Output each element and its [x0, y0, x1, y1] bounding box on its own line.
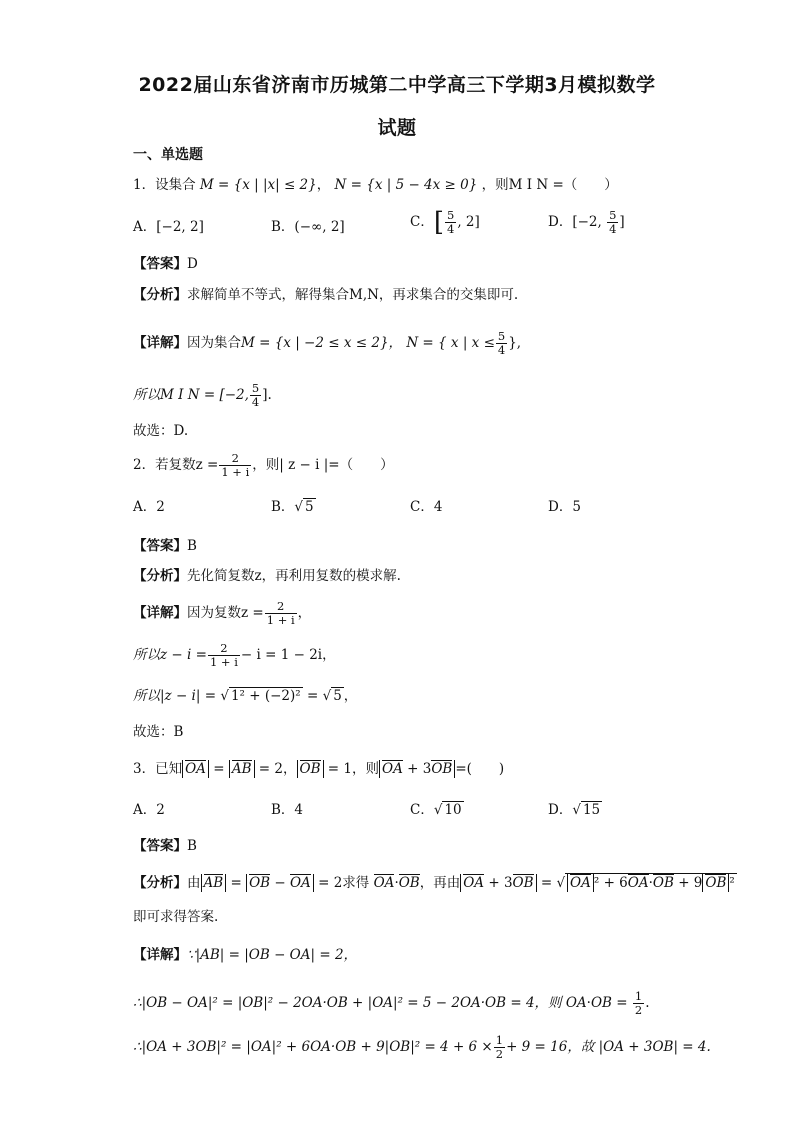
- q3-an-vec-ob: OB: [249, 875, 271, 891]
- q1-analysis: [133, 285, 518, 305]
- q1-option-c-label: C．: [410, 214, 434, 230]
- document-title-line1: 2022届山东省济南市历城第二中学高三下学期3月模拟数学: [138, 74, 656, 96]
- q3-option-d: D．√ 15: [548, 802, 601, 818]
- q1-so-num: 5: [251, 381, 260, 395]
- q1-option-d-fraction: [607, 209, 618, 236]
- q2-stem-den: 1 + i: [221, 465, 250, 479]
- q1-option-d-den: 4: [609, 222, 617, 236]
- q2-so1-fraction: [208, 642, 240, 669]
- q3-an-vec-ob2: OB: [398, 875, 420, 891]
- q1-option-a-label: A．: [133, 219, 157, 235]
- q3-an-root: OA ² + 6OA·OB + 9 OB ²: [565, 873, 737, 892]
- q3-detail-line2-pre: ∴|OB − OA|² = |OB|² − 2OA·OB + |OA|² = 5 − 2OA·OB = 4，则: [133, 995, 562, 1011]
- q1-set-m: M = {x | |x| ≤ 2}: [199, 177, 317, 193]
- q3-abs-ob: [297, 760, 324, 778]
- q1-so-post: ].: [262, 387, 272, 403]
- q1-option-b-value: (−∞, 2]: [294, 219, 345, 235]
- q3-detail-line1: ∵|AB| = |OB − OA| = 2，: [187, 947, 358, 963]
- q3-an-root-abs1: [567, 874, 594, 892]
- q1-option-b-label: B．: [271, 219, 295, 235]
- q2-answer-value: B: [187, 538, 197, 554]
- q2-option-d: [548, 497, 581, 517]
- q3-detail-ob: OB: [590, 995, 612, 1011]
- q3-stem-mid2: = 1，则: [327, 761, 379, 777]
- q2-stem-prefix: 2．若复数z =: [133, 457, 219, 473]
- q3-option-c-value: 10: [444, 802, 462, 818]
- q1-detail: [133, 330, 521, 357]
- q2-option-a-label: A．: [133, 499, 157, 515]
- q2-so1-num: 2: [208, 642, 240, 656]
- answer-tag: 【答案】: [133, 838, 187, 854]
- q1-option-b: [271, 217, 345, 237]
- q1-detail-n-post: },: [508, 335, 522, 351]
- q1-option-c: [410, 209, 480, 236]
- q2-so2-root: 1² + (−2)²: [230, 688, 301, 704]
- q3-answer: [133, 836, 197, 856]
- q2-option-c: [410, 497, 442, 517]
- q2-so2-pre: 所以|z − i| =: [133, 688, 217, 704]
- q3-vec-ob: OB: [299, 761, 321, 777]
- q1-detail-n-fraction: [496, 330, 507, 357]
- analysis-tag: 【分析】: [133, 568, 187, 584]
- q3-detail: [133, 945, 357, 965]
- section-heading: 一、单选题: [133, 147, 203, 163]
- q3-stem-mid: = 2，: [258, 761, 297, 777]
- q3-analysis-end: 即可求得答案.: [133, 909, 219, 925]
- q3-an-abs-sum: OA + 3OB: [460, 874, 536, 892]
- q3-analysis-mid2: ，再由: [419, 875, 461, 891]
- q1-so-den: 4: [251, 395, 260, 409]
- detail-tag: 【详解】: [133, 605, 187, 621]
- q3-an-abs-diff: OB − OA: [246, 874, 314, 892]
- q3-option-a-value: 2: [156, 802, 165, 818]
- answer-tag: 【答案】: [133, 538, 187, 554]
- q3-vec-ob2: OB: [431, 761, 453, 777]
- q3-option-c-label: C．: [410, 802, 434, 818]
- q2-stem-fraction: [219, 452, 251, 479]
- q3-detail-line3-num: 1: [495, 1033, 504, 1047]
- q1-detail-n-den: 4: [497, 343, 506, 357]
- q2-option-a: [133, 497, 165, 517]
- q3-an-vec-oa4: OA: [570, 875, 591, 891]
- detail-tag: 【详解】: [133, 335, 187, 351]
- q3-stem-prefix: 3．已知: [133, 761, 183, 777]
- q3-detail-oa: OA: [565, 995, 587, 1011]
- q2-detail-fraction: [265, 600, 297, 627]
- analysis-tag: 【分析】: [133, 875, 187, 891]
- q3-detail-line2-num: 1: [634, 989, 643, 1003]
- q1-analysis-text: 求解简单不等式，解得集合M,N，再求集合的交集即可.: [187, 287, 519, 303]
- q2-stem-num: 2: [219, 452, 251, 466]
- q3-answer-value: B: [187, 838, 197, 854]
- q1-so: [133, 382, 272, 409]
- q3-detail-line2: ∴|OB − OA|² = |OB|² − 2OA·OB + |OA|² = 5 − 2OA·OB = 4，则 OA·OB = $\frac{1}{2}$ .: [133, 989, 650, 1017]
- q2-detail-post: ，: [297, 605, 312, 621]
- q3-vec-oa2: OA: [382, 761, 403, 777]
- q2-so2-eq: =: [306, 688, 319, 704]
- q1-option-c-right: , 2]: [457, 214, 480, 230]
- q3-an-abs-ab: [201, 874, 227, 892]
- q3-analysis-mid: = 2求得: [318, 875, 370, 891]
- q2-so1: [133, 642, 336, 669]
- q3-an-vec-oa5: OA: [627, 875, 649, 891]
- q2-choose: 故选：B: [133, 724, 184, 740]
- q3-option-b-label: B．: [271, 802, 295, 818]
- q2-option-b-value: 5: [305, 499, 314, 515]
- q3-option-c: C．√ 10: [410, 802, 462, 818]
- q1-detail-n-pre: N = { x | x ≤: [406, 335, 495, 351]
- q1-option-d-left: [−2,: [572, 214, 607, 230]
- q2-stem-suffix: ，则| z − i |=（ ）: [252, 457, 394, 473]
- q1-option-a-value: [−2, 2]: [156, 219, 204, 235]
- q3-an-vec-oa3: OA: [463, 875, 485, 891]
- q3-detail-line2-fraction: [633, 990, 644, 1017]
- q2-so2: 所以|z − i| = √ 1² + (−2)² = √ 5 ，: [133, 688, 358, 704]
- q3-an-vec-oa: OA: [289, 875, 311, 891]
- q3-detail-line3-den: 2: [495, 1047, 504, 1061]
- q1-option-c-fraction: [445, 209, 456, 236]
- q3-abs-ab: [229, 760, 255, 778]
- q1-option-d-label: D．: [548, 214, 573, 230]
- q2-detail: [133, 600, 311, 627]
- q1-so-pre: 所以M I N = [−2,: [133, 387, 249, 403]
- q3-detail-line3: [133, 1034, 711, 1061]
- q1-option-d-num: 5: [609, 208, 617, 222]
- answer-tag: 【答案】: [133, 256, 187, 272]
- q2-so2-root2: 5: [333, 688, 342, 704]
- q1-stem-prefix: 1．设集合: [133, 177, 196, 193]
- q2-detail-num: 2: [265, 600, 297, 614]
- q3-stem-suffix: =( ): [455, 761, 505, 777]
- q1-detail-m: M = {x | −2 ≤ x ≤ 2}，: [241, 335, 403, 351]
- q2-option-d-value: 5: [572, 499, 581, 515]
- q3-option-d-value: 15: [582, 802, 601, 818]
- q3-an-root-abs2: [702, 874, 729, 892]
- q2-analysis-text: 先化简复数z，再利用复数的模求解.: [187, 568, 401, 584]
- q2-so1-pre: 所以z − i =: [133, 647, 207, 663]
- q1-detail-n-num: 5: [497, 329, 506, 343]
- q1-choose: 故选：D.: [133, 423, 189, 439]
- q1-stem-suffix: ，则M I N =（ ）: [481, 177, 618, 193]
- q3-option-b: [271, 800, 303, 820]
- q3-an-vec-ob3: OB: [512, 875, 534, 891]
- q2-so1-den: 1 + i: [209, 655, 238, 669]
- q1-answer: [133, 254, 198, 274]
- q3-an-vec-ob4: OB: [652, 875, 674, 891]
- q2-answer: [133, 536, 197, 556]
- q2-analysis: [133, 566, 401, 586]
- q3-an-vec-ab: AB: [203, 875, 224, 891]
- q2-stem: [133, 452, 394, 479]
- q1-option-c-den: 4: [447, 222, 455, 236]
- q2-option-d-label: D．: [548, 499, 573, 515]
- q3-vec-ab: AB: [231, 761, 252, 777]
- q2-so1-post: − i = 1 − 2i，: [240, 647, 336, 663]
- q1-option-c-num: 5: [447, 208, 455, 222]
- q3-option-a: [133, 800, 165, 820]
- q1-option-d-right: ]: [619, 214, 625, 230]
- q2-detail-prefix: 因为复数z =: [187, 605, 264, 621]
- q1-option-a: [133, 217, 204, 237]
- q1-option-d: [548, 209, 625, 236]
- q3-stem: 3．已知 OA = AB = 2， OB = 1，则 OA + 3OB =( ): [133, 761, 505, 777]
- q2-option-b-label: B．: [271, 499, 295, 515]
- q3-vec-oa: OA: [185, 761, 206, 777]
- q3-option-a-label: A．: [133, 802, 157, 818]
- q1-set-n: N = {x | 5 − 4x ≥ 0}: [334, 177, 478, 193]
- q3-option-b-value: 4: [294, 802, 304, 818]
- q2-option-c-value: 4: [433, 499, 443, 515]
- q2-detail-den: 1 + i: [266, 613, 295, 627]
- q3-abs-oa: [182, 760, 209, 778]
- q3-detail-line2-den: 2: [634, 1003, 643, 1017]
- document-title-line2: 试题: [377, 117, 417, 139]
- q1-answer-value: D: [187, 256, 198, 272]
- q1-stem: 1．设集合 M = {x | |x| ≤ 2}， N = {x | 5 − 4x ≥ 0} ，则M I N =（ ）: [133, 177, 618, 193]
- q2-option-a-value: 2: [156, 499, 165, 515]
- q1-so-fraction: [250, 382, 261, 409]
- q2-option-c-label: C．: [410, 499, 434, 515]
- q2-so2-post: ，: [343, 688, 358, 704]
- q3-detail-line3-fraction: [494, 1034, 505, 1061]
- analysis-tag: 【分析】: [133, 287, 187, 303]
- q3-analysis-pre: 由: [187, 875, 201, 891]
- q3-detail-line3-post: + 9 = 16，故 |OA + 3OB| = 4.: [506, 1039, 711, 1055]
- q3-an-vec-oa2: OA: [373, 875, 395, 891]
- q1-option-c-left: [: [433, 207, 444, 238]
- detail-tag: 【详解】: [133, 947, 187, 963]
- q1-detail-prefix: 因为集合: [187, 335, 241, 351]
- q3-analysis: 【分析】由 AB = OB − OA = 2求得 OA·OB，再由 OA + 3OB = √ OA ² + 6OA·OB + 9 OB ²: [133, 875, 735, 891]
- q3-option-d-label: D．: [548, 802, 573, 818]
- q3-detail-line3-pre: ∴|OA + 3OB|² = |OA|² + 6OA·OB + 9|OB|² = 4 + 6 ×: [133, 1039, 493, 1055]
- q3-abs-sum: OA + 3OB: [379, 760, 455, 778]
- q3-an-vec-ob5: OB: [705, 875, 727, 891]
- q2-option-b: B．√ 5: [271, 499, 314, 515]
